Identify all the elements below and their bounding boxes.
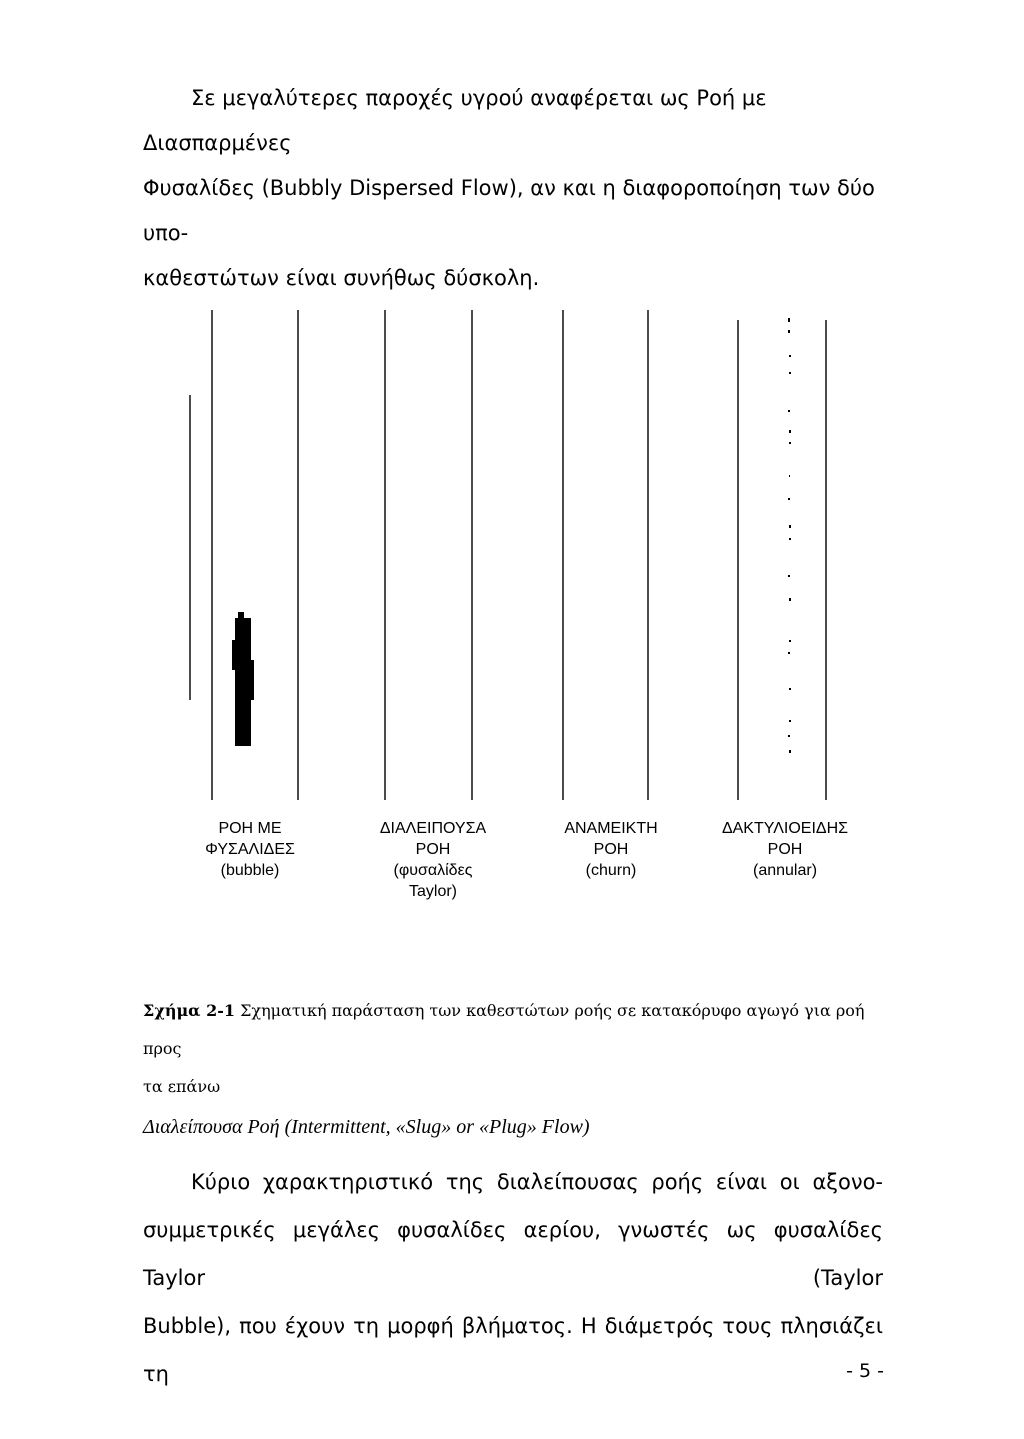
- label-slug: ΔΙΑΛΕΙΠΟΥΣΑ ΡΟΗ (φυσαλίδες Taylor): [379, 820, 487, 900]
- page-number: - 5 -: [846, 1360, 884, 1382]
- section-paragraph: [143, 1158, 883, 1398]
- flow-regimes-figure: [180, 300, 880, 920]
- label-churn: ΑΝΑΜΕΙΚΤΗ ΡΟΗ (churn): [564, 820, 658, 879]
- pipe-slug: [385, 310, 472, 800]
- bubble-cluster: [232, 612, 254, 746]
- figure-number: Σχήμα 2-1: [143, 1001, 235, 1020]
- pipe-annular: [738, 320, 826, 800]
- label-annular: ΔΑΚΤΥΛΙΟΕΙΔΗΣ ΡΟΗ (annular): [721, 820, 849, 879]
- caption-text: Σχηματική παράσταση των καθεστώτων ροής σε κατακόρυφο αγωγό για ροή προς: [143, 1001, 865, 1058]
- intro-line-3: καθεστώτων είναι συνήθως δύσκολη.: [143, 266, 540, 290]
- intro-line-1: Σε μεγαλύτερες παροχές υγρού αναφέρεται ως Ροή με Διασπαρμένες: [143, 86, 767, 155]
- section-line-2: συμμετρικές μεγάλες φυσαλίδες αερίου, γνωστές ως φυσαλίδες Taylor (Taylor: [143, 1218, 883, 1290]
- section-line-1: Κύριο χαρακτηριστικό της διαλείπουσας ροής είναι οι αξονο-: [191, 1170, 883, 1194]
- figure-caption: [143, 992, 883, 1106]
- annular-droplets: [788, 318, 791, 753]
- pipe-churn: [563, 310, 648, 800]
- section-line-3: Bubble), που έχουν τη μορφή βλήματος. Η διάμετρός τους πλησιάζει τη: [143, 1314, 883, 1386]
- label-bubble: ΡΟΗ ΜΕ ΦΥΣΑΛΙΔΕΣ (bubble): [205, 820, 295, 879]
- section-heading: Διαλείπουσα Ροή (Intermittent, «Slug» or «Plug» Flow): [143, 1116, 590, 1138]
- caption-text-2: τα επάνω: [143, 1077, 221, 1096]
- intro-paragraph: [143, 76, 883, 301]
- intro-line-2: Φυσαλίδες (Bubbly Dispersed Flow), αν και η διαφοροποίηση των δύο υπο-: [143, 176, 875, 245]
